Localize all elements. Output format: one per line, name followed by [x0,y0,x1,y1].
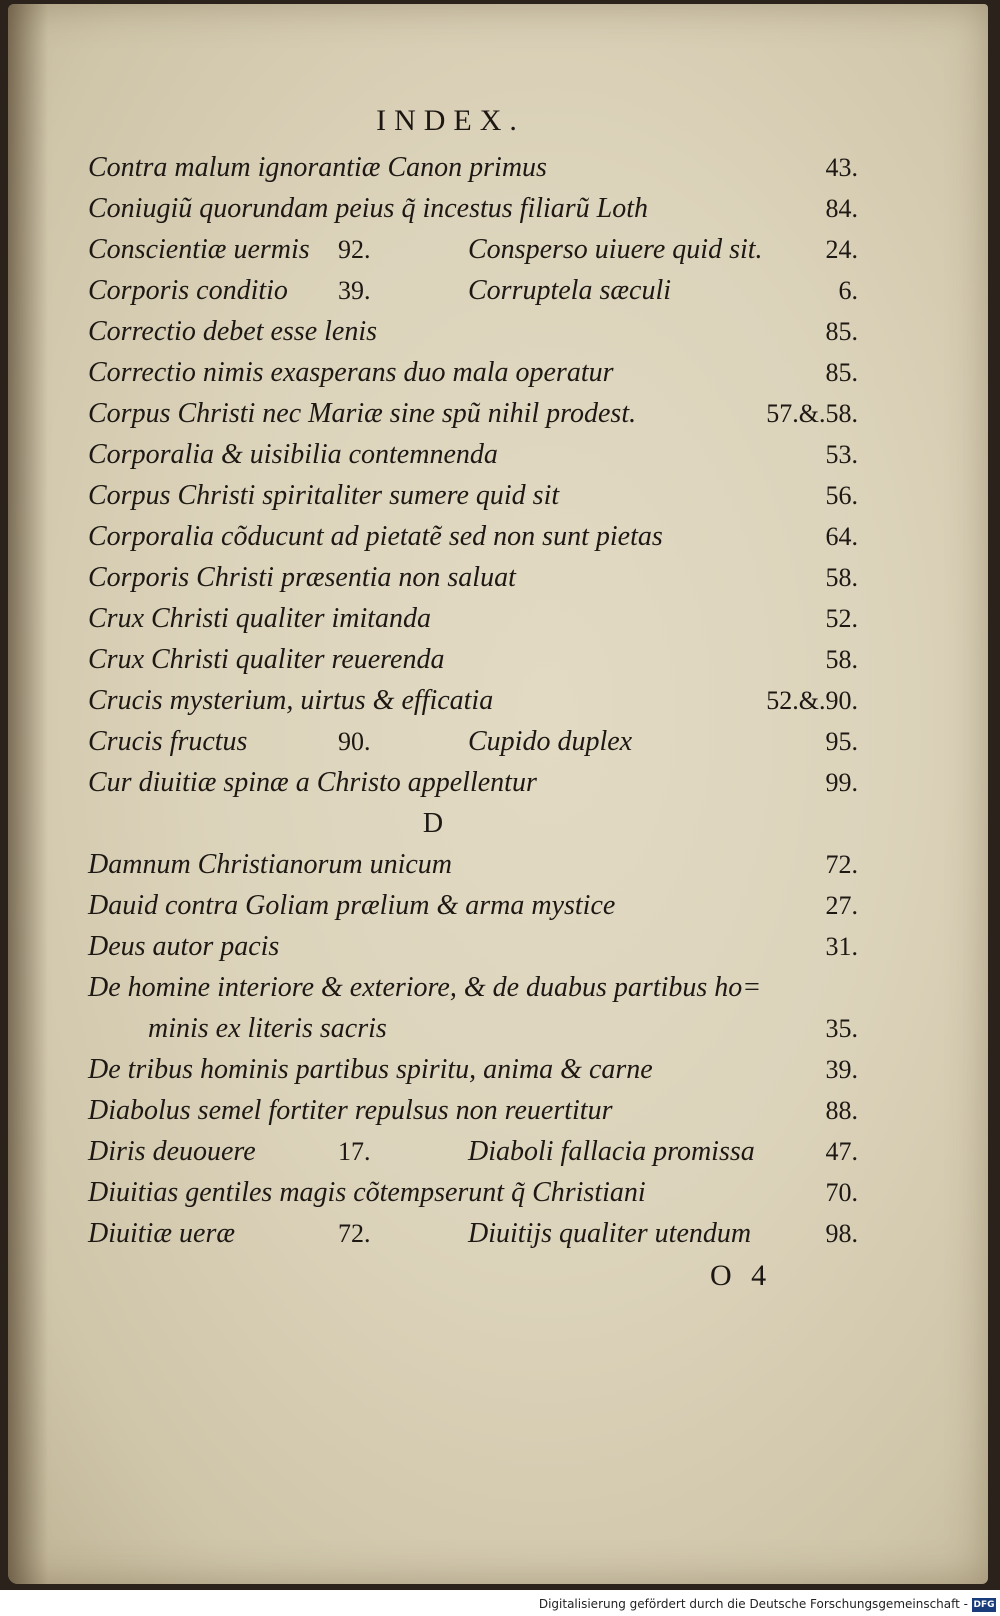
page-header: INDEX. [376,104,525,137]
entry-text: Dauid contra Goliam prælium & arma mystice [88,890,616,921]
entry-second-text: Corruptela sæculi [468,275,672,306]
dfg-logo-icon: DFG [973,1600,995,1610]
entry-text: Contra malum ignorantiæ Canon primus [88,152,547,183]
entry-page-number: 84. [825,194,858,223]
entry-page-number: 43. [825,153,858,182]
entry-page-number: 35. [825,1014,858,1043]
entry-page-number: 53. [825,440,858,469]
index-entry [88,1049,858,1090]
index-entry [88,926,858,967]
entry-text: Crux Christi qualiter imitanda [88,603,432,634]
entry-text: Corporis conditio [88,275,288,306]
index-entry [88,1213,858,1254]
index-entry [88,1008,858,1049]
entry-text: Corpus Christi nec Mariæ sine spũ nihil prodest. [88,398,637,429]
index-entry [88,147,858,188]
entry-text: Deus autor pacis [88,931,280,962]
index-entry [88,434,858,475]
index-entry [88,557,858,598]
entry-page-number: 72. [825,850,858,879]
signature-mark: O 4 [710,1259,773,1292]
book-page [8,4,988,1584]
index-entry [88,270,858,311]
entry-text: Cur diuitiæ spinæ a Christo appellentur [88,767,537,798]
entry-text: Corporalia & uisibilia contemnenda [88,439,498,470]
entry-page-number: 95. [825,727,858,756]
entry-page-number: 88. [825,1096,858,1125]
index-entry [88,516,858,557]
entry-page-number: 99. [825,768,858,797]
section-letter-text: D [422,808,444,839]
entry-page-number: 24. [825,235,858,264]
entry-text: Conscientiæ uermis [88,234,310,265]
entry-text: Damnum Christianorum unicum [88,849,453,880]
entry-page-number: 27. [825,891,858,920]
entry-text: Diabolus semel fortiter repulsus non reuertitur [88,1095,613,1126]
entry-inline-page: 72. [338,1219,371,1248]
index-entry [88,639,858,680]
index-entry [88,475,858,516]
entry-second-text: Diaboli fallacia promissa [468,1136,755,1167]
footer-credit: Digitalisierung gefördert durch die Deutsche Forschungsgemeinschaft - [538,1597,968,1611]
entry-second-text: Diuitijs qualiter utendum [468,1218,752,1249]
index-entry [88,844,858,885]
entry-text: Diuitias gentiles magis cõtempserunt q̃ Christiani [88,1177,646,1208]
index-entry [88,393,858,434]
entry-inline-page: 90. [338,727,371,756]
page-spine-shadow [8,4,48,1584]
entry-text: Crucis fructus [88,726,248,757]
footer-bar [0,1590,1000,1616]
entry-inline-page: 17. [338,1137,371,1166]
index-entry [88,680,858,721]
index-entry [88,1131,858,1172]
entry-text: Diris deuouere [88,1136,256,1167]
index-entry [88,1090,858,1131]
index-entry [88,598,858,639]
entry-text: Corpus Christi spiritaliter sumere quid sit [88,480,560,511]
index-entry [88,1172,858,1213]
entry-page-number: 47. [825,1137,858,1166]
entry-page-number: 52.&.90. [766,686,858,715]
entry-text: Crucis mysterium, uirtus & efficatia [88,685,494,716]
entry-page-number: 58. [825,563,858,592]
index-entry [88,229,858,270]
entry-page-number: 52. [825,604,858,633]
entry-second-text: Cupido duplex [468,726,633,757]
entry-page-number: 31. [825,932,858,961]
entry-page-number: 85. [825,317,858,346]
entry-text: Coniugiũ quorundam peius q̃ incestus filiarũ Loth [88,193,649,224]
entry-inline-page: 39. [338,276,371,305]
index-entry [88,311,858,352]
entry-text: Corporalia cõducunt ad pietatẽ sed non sunt pietas [88,521,663,552]
entry-text: Diuitiæ ueræ [88,1218,236,1249]
entry-text: De tribus hominis partibus spiritu, anima & carne [88,1054,653,1085]
index-entries [88,147,858,1254]
entry-text: minis ex literis sacris [148,1013,387,1044]
entry-page-number: 57.&.58. [766,399,858,428]
entry-page-number: 98. [825,1219,858,1248]
entry-text: Crux Christi qualiter reuerenda [88,644,445,675]
entry-text: Correctio nimis exasperans duo mala operatur [88,357,614,388]
entry-page-number: 58. [825,645,858,674]
entry-text: Correctio debet esse lenis [88,316,378,347]
entry-inline-page: 92. [338,235,371,264]
entry-page-number: 64. [825,522,858,551]
entry-page-number: 56. [825,481,858,510]
section-letter [88,803,858,844]
entry-text: Corporis Christi præsentia non saluat [88,562,516,593]
index-entry [88,885,858,926]
entry-page-number: 39. [825,1055,858,1084]
index-entry [88,352,858,393]
entry-page-number: 6. [838,276,858,305]
index-entry [88,721,858,762]
index-entry [88,762,858,803]
entry-second-text: Consperso uiuere quid sit. [468,234,763,265]
entry-text: De homine interiore & exteriore, & de duabus partibus ho= [88,972,762,1003]
entry-page-number: 70. [825,1178,858,1207]
entry-page-number: 85. [825,358,858,387]
index-entry [88,967,858,1008]
index-entry [88,188,858,229]
